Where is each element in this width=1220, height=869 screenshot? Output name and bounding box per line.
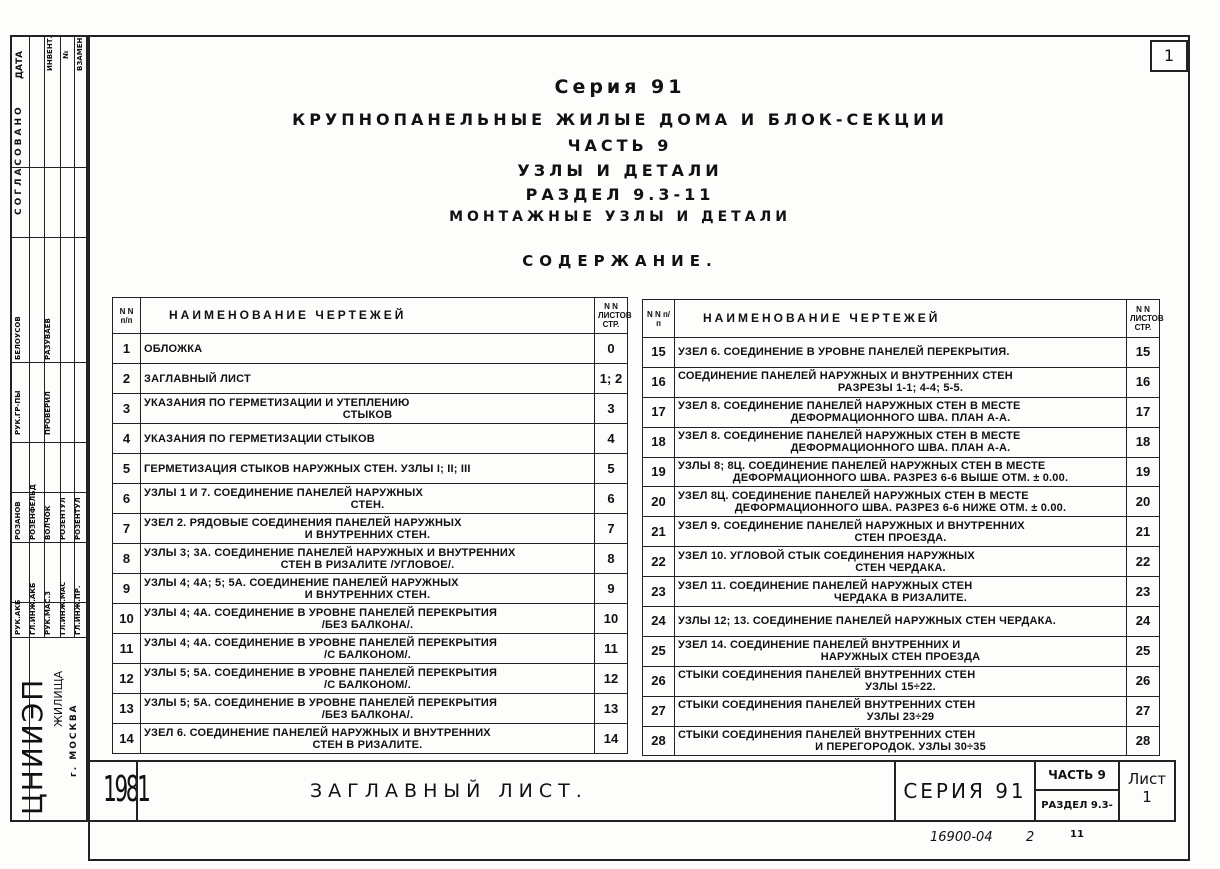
table-row	[113, 394, 628, 424]
section-name: МОНТАЖНЫЕ УЗЛЫ И ДЕТАЛИ	[449, 209, 791, 225]
drawing-name-line2: ДЕФОРМАЦИОННОГО ШВА. РАЗРЕЗ 6-6 НИЖЕ ОТМ. ± 0.00.	[734, 501, 1067, 514]
series-title: Серия 91	[554, 76, 686, 98]
drawing-name	[675, 338, 1127, 368]
table-row	[643, 607, 1160, 637]
drawing-name-line1: СТЫКИ СОЕДИНЕНИЯ ПАНЕЛЕЙ ВНУТРЕННИХ СТЕН	[678, 669, 976, 682]
drawing-name	[675, 607, 1127, 637]
drawing-name-line1: ОБЛОЖКА	[144, 342, 203, 355]
page-number: 5	[595, 454, 628, 484]
drawing-name-line1: УКАЗАНИЯ ПО ГЕРМЕТИЗАЦИИ И УТЕПЛЕНИЮ	[144, 396, 410, 409]
page-number: 27	[1127, 696, 1160, 726]
sheet-cell	[1118, 760, 1176, 822]
drawing-name-line1: УЗЛЫ 12; 13. СОЕДИНЕНИЕ ПАНЕЛЕЙ НАРУЖНЫХ СТЕН ЧЕРДАКА.	[678, 615, 1056, 628]
organization-name: ЦНИИЭП	[16, 677, 49, 815]
stamp-role: ГЛ.ИНЖ.МАС	[59, 581, 67, 635]
table-row	[113, 664, 628, 694]
drawing-name	[141, 424, 595, 454]
drawing-name-line2: /БЕЗ БАЛКОНА/.	[321, 618, 414, 631]
drawing-name	[141, 724, 595, 754]
stamp-role: РУК.МАС.3	[44, 591, 52, 635]
row-number: 26	[643, 666, 675, 696]
page-number: 22	[1127, 547, 1160, 577]
table-row	[113, 724, 628, 754]
drawing-name	[675, 367, 1127, 397]
drawing-name	[141, 574, 595, 604]
page-number: 19	[1127, 457, 1160, 487]
page-number: 23	[1127, 577, 1160, 607]
table-row	[643, 367, 1160, 397]
sheet-label: Лист	[1127, 770, 1166, 788]
table-row	[643, 666, 1160, 696]
section-title: РАЗДЕЛ 9.3-11	[525, 185, 715, 204]
table-header-row	[113, 298, 628, 334]
number-label: №	[62, 50, 70, 59]
page-number: 8	[595, 544, 628, 574]
row-number: 18	[643, 427, 675, 457]
stamp-role: ГЛ.ИНЖ.ПР.	[74, 585, 82, 635]
drawing-name-line2: /БЕЗ БАЛКОНА/.	[321, 708, 414, 721]
drawing-name-line1: ГЕРМЕТИЗАЦИЯ СТЫКОВ НАРУЖНЫХ СТЕН. УЗЛЫ I; II; III	[144, 462, 471, 475]
drawing-name-line1: УКАЗАНИЯ ПО ГЕРМЕТИЗАЦИИ СТЫКОВ	[144, 432, 375, 445]
drawing-name-line1: УЗЛЫ 4; 4А; 5; 5А. СОЕДИНЕНИЕ ПАНЕЛЕЙ НАРУЖНЫХ	[144, 576, 459, 589]
year-value: 1981	[103, 769, 149, 810]
stamp-role: РУК.АКБ	[14, 599, 22, 635]
city-label: г. МОСКВА	[69, 703, 79, 777]
drawing-name-line1: УЗЕЛ 8. СОЕДИНЕНИЕ ПАНЕЛЕЙ НАРУЖНЫХ СТЕН В МЕСТЕ	[678, 400, 1021, 413]
stamp-name: РОЗАНОВ	[14, 501, 22, 540]
drawing-name	[675, 696, 1127, 726]
drawing-name	[141, 394, 595, 424]
page-number: 21	[1127, 517, 1160, 547]
drawing-name-line1: УЗЕЛ 14. СОЕДИНЕНИЕ ПАНЕЛЕЙ ВНУТРЕННИХ И	[678, 639, 961, 652]
drawing-name-line2: УЗЛЫ 15÷22.	[865, 681, 936, 694]
drawing-name-line2: СТЕН ПРОЕЗДА.	[854, 531, 947, 544]
stamp-role: РУК.ГР-ПЫ	[14, 390, 22, 435]
page-number: 11	[595, 634, 628, 664]
organization-name-2: ЖИЛИЩА	[52, 670, 65, 727]
drawing-name-line1: УЗЛЫ 4; 4А. СОЕДИНЕНИЕ В УРОВНЕ ПАНЕЛЕЙ ПЕРЕКРЫТИЯ	[144, 606, 498, 619]
document-subtitle: КРУПНОПАНЕЛЬНЫЕ ЖИЛЫЕ ДОМА И БЛОК-СЕКЦИИ	[292, 110, 948, 129]
page-number: 10	[595, 604, 628, 634]
table-row	[113, 544, 628, 574]
drawing-name-line2: ЧЕРДАКА В РИЗАЛИТЕ.	[834, 591, 967, 604]
row-number: 25	[643, 636, 675, 666]
drawing-name-line1: УЗЛЫ 5; 5А. СОЕДИНЕНИЕ В УРОВНЕ ПАНЕЛЕЙ ПЕРЕКРЫТИЯ	[144, 696, 498, 709]
stamp-name: РОЗЕНТУЛ	[59, 497, 67, 540]
drawing-name-line1: ЗАГЛАВНЫЙ ЛИСТ	[144, 372, 251, 385]
row-number: 9	[113, 574, 141, 604]
drawing-name-line2: И ВНУТРЕННИХ СТЕН.	[304, 588, 431, 601]
drawing-name-line2: ДЕФОРМАЦИОННОГО ШВА. РАЗРЕЗ 6-6 ВЫШЕ ОТМ. ± 0.00.	[732, 472, 1069, 484]
row-number: 7	[113, 514, 141, 544]
page-number: 26	[1127, 666, 1160, 696]
page-number: 28	[1127, 726, 1160, 756]
drawing-name-line1: УЗЛЫ 3; 3А. СОЕДИНЕНИЕ ПАНЕЛЕЙ НАРУЖНЫХ И ВНУТРЕННИХ	[144, 546, 516, 559]
drawing-name	[141, 364, 595, 394]
table-row	[643, 457, 1160, 487]
drawing-name-line1: УЗЛЫ 4; 4А. СОЕДИНЕНИЕ В УРОВНЕ ПАНЕЛЕЙ ПЕРЕКРЫТИЯ	[144, 636, 498, 649]
row-number: 11	[113, 634, 141, 664]
row-number: 3	[113, 394, 141, 424]
table-row	[113, 514, 628, 544]
row-number: 23	[643, 577, 675, 607]
drawing-name-line2: СТЕН ЧЕРДАКА.	[855, 561, 946, 574]
archive-number: 16900-04	[930, 830, 993, 845]
column-header-number: N N п/п	[113, 298, 141, 334]
series-cell: СЕРИЯ 91	[894, 760, 1036, 822]
column-header-page: N N ЛИСТОВ СТР.	[1127, 300, 1160, 338]
replace-label: ВЗАМЕН	[76, 37, 84, 71]
sheet-number-box: 1	[1150, 40, 1188, 72]
drawing-name	[141, 484, 595, 514]
table-row	[113, 694, 628, 724]
table-row	[643, 427, 1160, 457]
drawing-name-line2: ДЕФОРМАЦИОННОГО ШВА. ПЛАН А-А.	[790, 442, 1011, 455]
row-number: 10	[113, 604, 141, 634]
stamp-name: РАЗУВАЕВ	[44, 318, 52, 360]
drawing-name-line2: СТЕН В РИЗАЛИТЕ /УГЛОВОЕ/.	[280, 558, 455, 571]
table-row	[643, 726, 1160, 756]
table-row	[643, 338, 1160, 368]
page-number: 7	[595, 514, 628, 544]
drawing-name-line2: ДЕФОРМАЦИОННОГО ШВА. ПЛАН А-А.	[790, 412, 1011, 425]
year-cell	[86, 760, 149, 822]
row-number: 27	[643, 696, 675, 726]
table-row	[113, 634, 628, 664]
table-row	[113, 334, 628, 364]
agreed-label: СОГЛАСОВАНО	[14, 104, 24, 215]
drawing-name-line2: /С БАЛКОНОМ/.	[324, 678, 411, 691]
section-cell: РАЗДЕЛ 9.3-11	[1034, 789, 1120, 822]
drawing-name-line1: УЗЕЛ 2. РЯДОВЫЕ СОЕДИНЕНИЯ ПАНЕЛЕЙ НАРУЖНЫХ	[144, 516, 462, 529]
page-number: 15	[1127, 338, 1160, 368]
page-number: 20	[1127, 487, 1160, 517]
drawing-name	[141, 634, 595, 664]
row-number: 17	[643, 397, 675, 427]
stamp-role: ПРОВЕРИЛ	[44, 391, 52, 435]
archive-page: 2	[1026, 830, 1035, 845]
page-number: 1; 2	[595, 364, 628, 394]
page-number: 0	[595, 334, 628, 364]
drawing-name-line2: УЗЛЫ 23÷29	[866, 711, 935, 724]
row-number: 13	[113, 694, 141, 724]
drawing-name	[675, 726, 1127, 756]
drawing-name	[675, 666, 1127, 696]
sheet-title: ЗАГЛАВНЫЙ ЛИСТ.	[136, 760, 896, 822]
page-number: 25	[1127, 636, 1160, 666]
row-number: 1	[113, 334, 141, 364]
drawing-name	[675, 577, 1127, 607]
drawing-name	[675, 457, 1127, 487]
drawing-name-line1: УЗЕЛ 9. СОЕДИНЕНИЕ ПАНЕЛЕЙ НАРУЖНЫХ И ВНУТРЕННИХ	[678, 519, 1025, 532]
drawing-name	[141, 694, 595, 724]
page-number: 17	[1127, 397, 1160, 427]
part-title: ЧАСТЬ 9	[567, 136, 673, 155]
row-number: 24	[643, 607, 675, 637]
page-number: 13	[595, 694, 628, 724]
row-number: 21	[643, 517, 675, 547]
drawing-name-line2: /С БАЛКОНОМ/.	[324, 648, 411, 661]
page-number: 12	[595, 664, 628, 694]
drawing-name-line2: РАЗРЕЗЫ 1-1; 4-4; 5-5.	[837, 382, 964, 395]
table-row	[643, 547, 1160, 577]
stamp-name: БЕЛОУСОВ	[14, 316, 22, 360]
drawing-name-line1: УЗЛЫ 8; 8Ц. СОЕДИНЕНИЕ ПАНЕЛЕЙ НАРУЖНЫХ СТЕН В МЕСТЕ	[678, 460, 1046, 472]
drawing-name-line1: УЗЕЛ 6. СОЕДИНЕНИЕ ПАНЕЛЕЙ НАРУЖНЫХ И ВНУТРЕННИХ	[144, 726, 491, 739]
column-header-page: N N ЛИСТОВ СТР.	[595, 298, 628, 334]
drawing-name-line1: УЗЕЛ 10. УГЛОВОЙ СТЫК СОЕДИНЕНИЯ НАРУЖНЫХ	[678, 549, 975, 562]
drawing-name-line1: УЗЛЫ 5; 5А. СОЕДИНЕНИЕ В УРОВНЕ ПАНЕЛЕЙ ПЕРЕКРЫТИЯ	[144, 666, 498, 679]
drawing-name	[141, 514, 595, 544]
drawing-name-line1: УЗЕЛ 11. СОЕДИНЕНИЕ ПАНЕЛЕЙ НАРУЖНЫХ СТЕН	[678, 579, 973, 592]
drawing-name-line2: СТЕН В РИЗАЛИТЕ.	[312, 738, 423, 751]
table-row	[113, 574, 628, 604]
drawing-name	[141, 544, 595, 574]
drawing-name	[141, 334, 595, 364]
table-row	[643, 487, 1160, 517]
row-number: 4	[113, 424, 141, 454]
drawing-name	[141, 664, 595, 694]
row-number: 14	[113, 724, 141, 754]
drawing-name-line1: УЗЕЛ 8Ц. СОЕДИНЕНИЕ ПАНЕЛЕЙ НАРУЖНЫХ СТЕН В МЕСТЕ	[678, 489, 1029, 502]
page-number: 4	[595, 424, 628, 454]
row-number: 15	[643, 338, 675, 368]
drawing-name-line1: СОЕДИНЕНИЕ ПАНЕЛЕЙ НАРУЖНЫХ И ВНУТРЕННИХ СТЕН	[678, 370, 1013, 383]
drawing-name-line2: И ПЕРЕГОРОДОК. УЗЛЫ 30÷35	[815, 741, 986, 754]
drawing-name-line1: СТЫКИ СОЕДИНЕНИЯ ПАНЕЛЕЙ ВНУТРЕННИХ СТЕН	[678, 729, 976, 742]
drawing-name	[675, 397, 1127, 427]
approval-stamp-strip	[10, 35, 88, 822]
table-row	[113, 604, 628, 634]
drawing-name-line2: И ВНУТРЕННИХ СТЕН.	[304, 528, 431, 541]
stamp-name: РОЗЕНФЕЛЬД	[29, 484, 37, 540]
table-row	[643, 636, 1160, 666]
row-number: 12	[113, 664, 141, 694]
part-name: УЗЛЫ И ДЕТАЛИ	[517, 161, 723, 180]
drawing-name	[141, 454, 595, 484]
drawing-name-line2: СТЫКОВ	[342, 408, 393, 421]
page-number: 9	[595, 574, 628, 604]
drawing-name-line1: СТЫКИ СОЕДИНЕНИЯ ПАНЕЛЕЙ ВНУТРЕННИХ СТЕН	[678, 699, 976, 712]
table-row	[113, 364, 628, 394]
page-number: 24	[1127, 607, 1160, 637]
date-label: ДАТА	[15, 50, 25, 79]
drawing-name	[675, 636, 1127, 666]
stamp-name: ВОЛЧОК	[44, 505, 52, 540]
table-row	[643, 517, 1160, 547]
contents-table-left	[112, 297, 632, 754]
page-number: 16	[1127, 367, 1160, 397]
column-header-name: НАИМЕНОВАНИЕ ЧЕРТЕЖЕЙ	[675, 300, 1127, 338]
row-number: 28	[643, 726, 675, 756]
drawing-name	[141, 604, 595, 634]
table-row	[643, 696, 1160, 726]
row-number: 22	[643, 547, 675, 577]
contents-table-right	[642, 299, 1164, 756]
drawing-name-line2: СТЕН.	[350, 498, 385, 511]
row-number: 16	[643, 367, 675, 397]
part-cell: ЧАСТЬ 9	[1034, 760, 1120, 791]
drawing-name-line1: УЗЕЛ 6. СОЕДИНЕНИЕ В УРОВНЕ ПАНЕЛЕЙ ПЕРЕКРЫТИЯ.	[678, 346, 1010, 359]
page-number: 6	[595, 484, 628, 514]
drawing-name-line1: УЗЕЛ 8. СОЕДИНЕНИЕ ПАНЕЛЕЙ НАРУЖНЫХ СТЕН В МЕСТЕ	[678, 430, 1021, 443]
page-number: 18	[1127, 427, 1160, 457]
table-row	[643, 577, 1160, 607]
page-number: 3	[595, 394, 628, 424]
table-row	[113, 424, 628, 454]
stamp-name: РОЗЕНТУЛ	[74, 497, 82, 540]
row-number: 2	[113, 364, 141, 394]
drawing-name-line1: УЗЛЫ 1 И 7. СОЕДИНЕНИЕ ПАНЕЛЕЙ НАРУЖНЫХ	[144, 486, 424, 499]
row-number: 8	[113, 544, 141, 574]
row-number: 20	[643, 487, 675, 517]
sheet-value: 1	[1142, 788, 1152, 806]
stamp-role: ГЛ.ИНЖ.АКБ	[29, 582, 37, 635]
drawing-name	[675, 487, 1127, 517]
table-row	[113, 454, 628, 484]
row-number: 6	[113, 484, 141, 514]
table-row	[643, 397, 1160, 427]
drawing-name-line2: НАРУЖНЫХ СТЕН ПРОЕЗДА	[820, 651, 981, 664]
drawing-name	[675, 547, 1127, 577]
drawing-name	[675, 427, 1127, 457]
table-header-row	[643, 300, 1160, 338]
inventory-label: ИНВЕНТ.	[46, 35, 54, 71]
column-header-number: N N п/п	[643, 300, 675, 338]
page-number: 14	[595, 724, 628, 754]
table-row	[113, 484, 628, 514]
drawing-name	[675, 517, 1127, 547]
column-header-name: НАИМЕНОВАНИЕ ЧЕРТЕЖЕЙ	[141, 298, 595, 334]
contents-heading: СОДЕРЖАНИЕ.	[522, 252, 718, 270]
row-number: 19	[643, 457, 675, 487]
row-number: 5	[113, 454, 141, 484]
